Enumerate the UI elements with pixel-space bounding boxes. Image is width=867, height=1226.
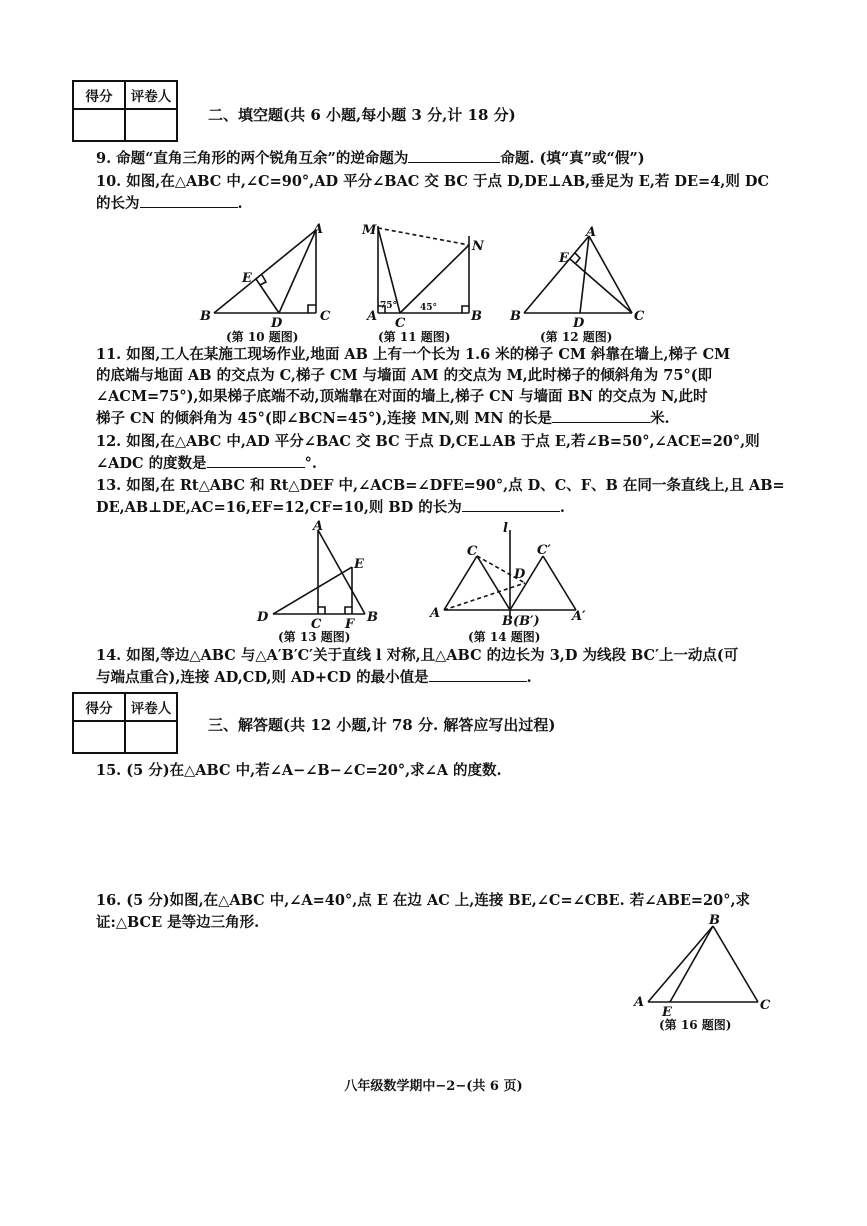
section2-title: 二、填空题(共 6 小题,每小题 3 分,计 18 分) <box>208 106 516 124</box>
fig10-right-angle-c <box>308 305 316 313</box>
fig14-caption: (第 14 题图) <box>468 630 541 644</box>
question-15: 15. (5 分)在△ABC 中,若∠A−∠B−∠C=20°,求∠A 的度数. <box>96 762 502 779</box>
fig13-side-ab <box>318 530 365 614</box>
q11-line4-text: 梯子 CN 的倾斜角为 45°(即∠BCN=45°),连接 MN,则 MN 的长是 <box>96 410 553 427</box>
fig14-segment-cd <box>477 556 525 583</box>
fig14-side-bc2 <box>510 556 543 610</box>
fig12-side-ab <box>524 236 589 313</box>
q11-line4-end: 米. <box>650 410 670 427</box>
fig11-angle-45: 45° <box>420 303 438 313</box>
fig13-caption: (第 13 题图) <box>278 630 351 644</box>
score-header: 得分 <box>73 693 125 721</box>
q14-line2-text: 与端点重合),连接 AD,CD,则 AD+CD 的最小值是 <box>96 669 429 686</box>
fig11-ladder-cm <box>378 228 400 313</box>
q10-line2-text: 的长为 <box>96 195 140 212</box>
figure-16 <box>648 926 758 1002</box>
fig13-right-angle-f <box>345 607 352 614</box>
q12-line1: 12. 如图,在△ABC 中,AD 平分∠BAC 交 BC 于点 D,CE⊥AB 于点 E,若∠B=50°,∠ACE=20°,则 <box>96 433 760 450</box>
fig12-right-angle-e <box>575 253 580 264</box>
grader-header: 评卷人 <box>125 693 177 721</box>
q16-line1: 16. (5 分)如图,在△ABC 中,∠A=40°,点 E 在边 AC 上,连接 BE,∠C=∠CBE. 若∠ABE=20°,求 <box>96 892 751 909</box>
fig11-label-b: B <box>471 309 482 324</box>
fig10-right-angle-e <box>260 275 266 285</box>
fig10-label-d: D <box>271 316 283 331</box>
fig16-label-b: B <box>709 913 720 928</box>
fig16-caption: (第 16 题图) <box>659 1018 732 1032</box>
page-footer: 八年级数学期中−2−(共 6 页) <box>344 1079 523 1094</box>
q14-line2 <box>96 667 532 688</box>
fig11-right-angle-b <box>462 306 469 313</box>
fig12-side-ac <box>589 236 632 313</box>
fig14-label-a: A <box>430 606 441 621</box>
fig14-label-l: l <box>503 521 508 536</box>
q12-line2 <box>96 453 317 474</box>
fig14-side-ac <box>444 556 477 610</box>
q11-line4 <box>96 408 670 429</box>
fig12-caption: (第 12 题图) <box>540 330 613 344</box>
fig13-label-c: C <box>311 617 322 632</box>
fig11-caption: (第 11 题图) <box>378 330 451 344</box>
q9-text-b: 命题. (填“真”或“假”) <box>500 150 645 167</box>
figure-14 <box>444 530 576 618</box>
fig11-label-c: C <box>395 316 406 331</box>
grader-header: 评卷人 <box>125 81 177 109</box>
fig11-label-a: A <box>367 309 378 324</box>
grader-cell[interactable] <box>125 109 177 141</box>
q12-line2-text: ∠ADC 的度数是 <box>96 455 207 472</box>
fig14-label-a-prime: A′ <box>572 609 586 624</box>
figure-12 <box>524 236 632 313</box>
q13-answer-blank[interactable] <box>462 497 560 512</box>
fig11-segment-mn <box>378 228 469 245</box>
fig12-label-a: A <box>586 225 597 240</box>
fig12-label-e: E <box>559 251 569 266</box>
fig11-ladder-cn <box>400 245 469 313</box>
fig12-label-c: C <box>634 309 645 324</box>
q10-line1: 10. 如图,在△ABC 中,∠C=90°,AD 平分∠BAC 交 BC 于点 D,DE⊥AB,垂足为 E,若 DE=4,则 DC <box>96 173 770 190</box>
fig13-label-a: A <box>313 519 324 534</box>
q13-line2-end: . <box>559 499 565 516</box>
q13-line2-text: DE,AB⊥DE,AC=16,EF=12,CF=10,则 BD 的长为 <box>96 499 462 516</box>
score-table-section3 <box>72 692 178 754</box>
fig11-angle-75: 75° <box>380 301 398 311</box>
fig14-label-d: D <box>514 567 526 582</box>
fig16-label-e: E <box>662 1005 672 1020</box>
fig13-label-b: B <box>367 610 378 625</box>
fig13-side-de <box>273 567 352 614</box>
grader-cell[interactable] <box>125 721 177 753</box>
fig10-segment-de <box>256 279 279 313</box>
score-table-section2 <box>72 80 178 142</box>
q9-answer-blank[interactable] <box>408 148 500 163</box>
fig14-side-a2c2 <box>543 556 576 610</box>
fig10-label-e: E <box>242 271 252 286</box>
fig16-side-bc <box>713 926 758 1002</box>
fig12-segment-ce <box>570 259 632 313</box>
fig16-label-c: C <box>760 998 771 1013</box>
fig13-label-f: F <box>345 617 355 632</box>
figure-11 <box>378 226 469 313</box>
fig16-segment-be <box>670 926 713 1002</box>
q14-line2-end: . <box>526 669 532 686</box>
fig12-label-b: B <box>510 309 521 324</box>
question-9 <box>96 148 645 169</box>
q9-text-a: 9. 命题“直角三角形的两个锐角互余”的逆命题为 <box>96 150 409 167</box>
q14-line1: 14. 如图,等边△ABC 与△A′B′C′关于直线 l 对称,且△ABC 的边长为 3,D 为线段 BC′上一动点(可 <box>96 647 739 664</box>
q12-answer-blank[interactable] <box>207 453 305 468</box>
q11-line3: ∠ACM=75°),如果梯子底端不动,顶端靠在对面的墙上,梯子 CN 与墙面 BN 的交点为 N,此时 <box>96 388 708 405</box>
fig12-segment-ad <box>580 236 589 313</box>
figure-13 <box>273 530 365 614</box>
section3-title: 三、解答题(共 12 小题,计 78 分. 解答应写出过程) <box>208 716 556 734</box>
fig13-label-d: D <box>257 610 269 625</box>
figure-10 <box>214 230 316 313</box>
fig13-right-angle-c <box>318 607 325 614</box>
fig11-label-m: M <box>362 223 377 238</box>
fig13-label-e: E <box>354 557 364 572</box>
fig11-right-angle-a <box>378 306 385 313</box>
q16-line2: 证:△BCE 是等边三角形. <box>96 914 260 931</box>
fig14-segment-ad <box>444 583 525 610</box>
q10-line2-end: . <box>237 195 243 212</box>
score-cell[interactable] <box>73 109 125 141</box>
q10-line2 <box>96 193 243 214</box>
fig10-label-a: A <box>313 222 324 237</box>
fig16-label-a: A <box>634 995 645 1010</box>
fig14-label-c: C <box>467 544 478 559</box>
fig10-segment-ad <box>279 230 316 313</box>
q11-line2: 的底端与地面 AB 的交点为 C,梯子 CM 与墙面 AM 的交点为 M,此时梯子的倾斜角为 75°(即 <box>96 367 713 384</box>
fig14-side-bc <box>477 556 510 610</box>
q13-line1: 13. 如图,在 Rt△ABC 和 Rt△DEF 中,∠ACB=∠DFE=90°,点 D、C、F、B 在同一条直线上,且 AB= <box>96 477 785 494</box>
score-cell[interactable] <box>73 721 125 753</box>
fig14-label-b: B(B′) <box>502 614 540 629</box>
fig10-side-ba <box>214 230 316 313</box>
q13-line2 <box>96 497 565 518</box>
fig10-caption: (第 10 题图) <box>226 330 299 344</box>
q11-line1: 11. 如图,工人在某施工现场作业,地面 AB 上有一个长为 1.6 米的梯子 CM 斜靠在墙上,梯子 CM <box>96 346 731 363</box>
q10-answer-blank[interactable] <box>140 193 238 208</box>
fig11-label-n: N <box>472 239 484 254</box>
fig10-label-b: B <box>200 309 211 324</box>
fig16-side-ab <box>648 926 713 1002</box>
fig12-label-d: D <box>573 316 585 331</box>
q12-line2-end: °. <box>304 455 317 472</box>
fig14-label-c-prime: C′ <box>537 543 551 558</box>
q11-answer-blank[interactable] <box>552 408 650 423</box>
fig10-label-c: C <box>320 309 331 324</box>
q14-answer-blank[interactable] <box>429 667 527 682</box>
score-header: 得分 <box>73 81 125 109</box>
